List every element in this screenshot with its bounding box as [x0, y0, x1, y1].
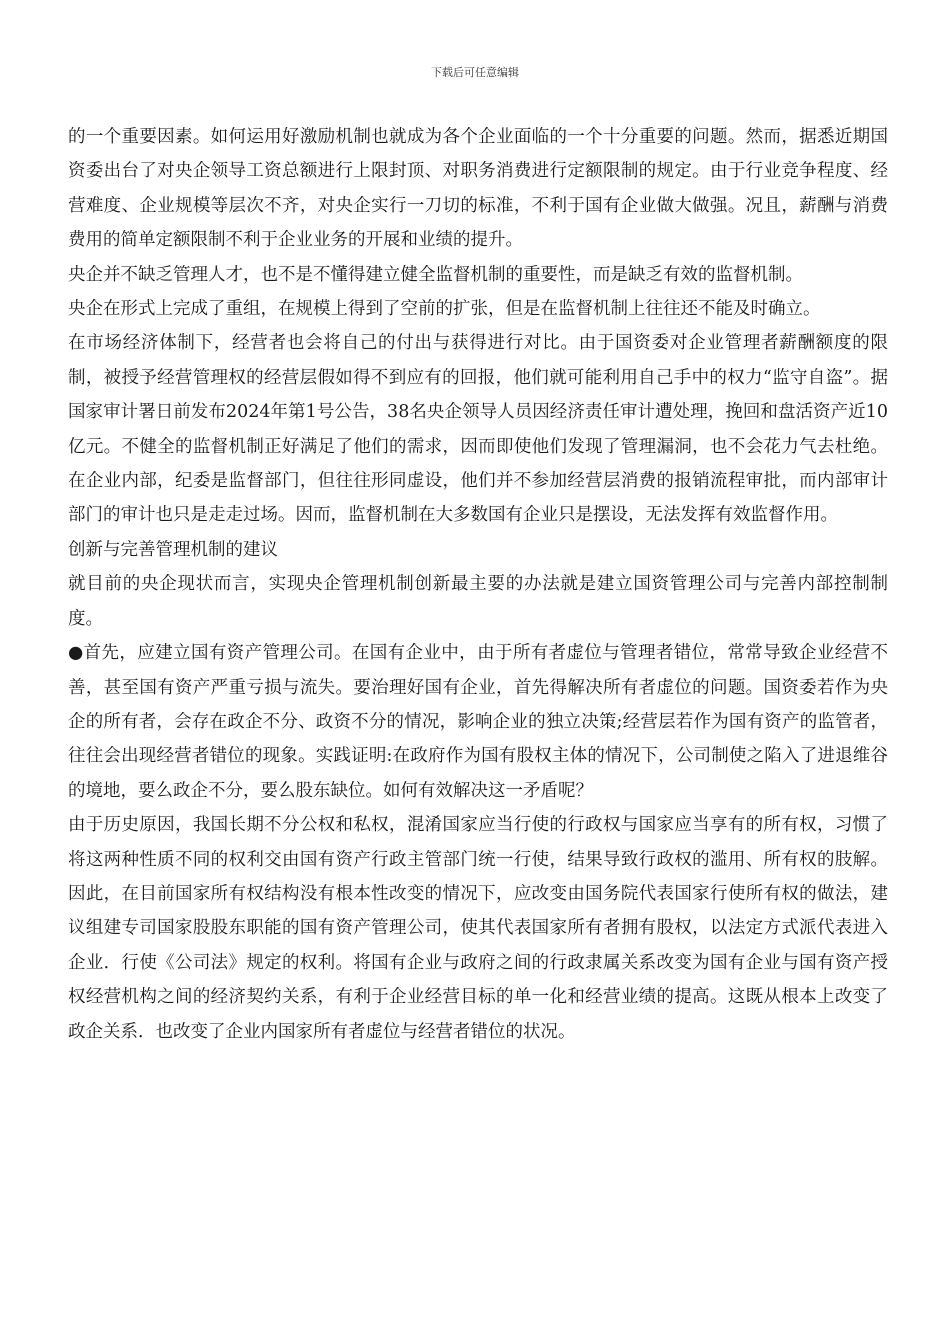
paragraph-lack-supervision: 央企并不缺乏管理人才，也不是不懂得建立健全监督机制的重要性，而是缺乏有效的监督机制。: [68, 264, 803, 285]
section-heading-suggestions: 创新与完善管理机制的建议: [68, 539, 278, 560]
paragraph-market-economy: 在市场经济体制下，经营者也会将自己的付出与获得进行对比。由于国资委对企业管理者薪酬额度的限制，被授予经营管理权的经营层假如得不到应有的回报，他们就可能利用自己手中的权力“监守自盗”。据国家审计署日前发布2024年第1号公告，38名央企领导人员因经济责任审计遭处理，挽回和盘活资产近10亿元。不健全的监督机制正好满足了他们的需求，因而即使他们发现了管理漏洞，也不会花力气去杜绝。在企业内部，纪委是监督部门，但往往形同虚设，他们并不参加经营层消费的报销流程审批，而内部审计部门的审计也只是走走过场。因而，监督机制在大多数国有企业只是摆设，无法发挥有效监督作用。: [68, 333, 888, 526]
paragraph-incentive-mechanism: 的一个重要因素。如何运用好激励机制也就成为各个企业面临的一个十分重要的问题。然而，据悉近期国资委出台了对央企领导工资总额进行上限封顶、对职务消费进行定额限制的规定。由于行业竞争程度、经营难度、企业规模等层次不齐，对央企实行一刀切的标准，不利于国有企业做大做强。况且，薪酬与消费费用的简单定额限制不利于企业业务的开展和业绩的提升。: [68, 127, 888, 251]
page-header-note: 下载后可任意编辑: [431, 66, 519, 79]
paragraph-restructuring: 央企在形式上完成了重组，在规模上得到了空前的扩张，但是在监督机制上往往还不能及时确立。: [68, 299, 821, 320]
paragraph-historical-reasons: 由于历史原因，我国长期不分公权和私权，混淆国家应当行使的行政权与国家应当享有的所有权，习惯了将这两种性质不同的权利交由国有资产行政主管部门统一行使，结果导致行政权的滥用、所有权的肢解。因此，在目前国家所有权结构没有根本性改变的情况下，应改变由国务院代表国家行使所有权的做法，建议组建专司国家股股东职能的国有资产管理公司，使其代表国家所有者拥有股权，以法定方式派代表进入企业．行使《公司法》规定的权利。将国有企业与政府之间的行政隶属关系改变为国有企业与国有资产授权经营机构之间的经济契约关系，有利于企业经营目标的单一化和经营业绩的提高。这既从根本上改变了政企关系．也改变了企业内国家所有者虚位与经营者错位的状况。: [68, 815, 888, 1042]
paragraph-current-situation: 就目前的央企现状而言，实现央企管理机制创新最主要的办法就是建立国资管理公司与完善内部控制制度。: [68, 574, 888, 629]
document-body: [68, 120, 888, 1049]
paragraph-asset-management-company: ●首先，应建立国有资产管理公司。在国有企业中，由于所有者虚位与管理者错位，常常导致企业经营不善，甚至国有资产严重亏损与流失。要治理好国有企业，首先得解决所有者虚位的问题。国资委若作为央企的所有者，会存在政企不分、政资不分的情况，影响企业的独立决策;经营层若作为国有资产的监管者，往往会出现经营者错位的现象。实践证明:在政府作为国有股权主体的情况下，公司制使之陷入了进退维谷的境地，要么政企不分，要么股东缺位。如何有效解决这一矛盾呢？: [68, 643, 888, 801]
